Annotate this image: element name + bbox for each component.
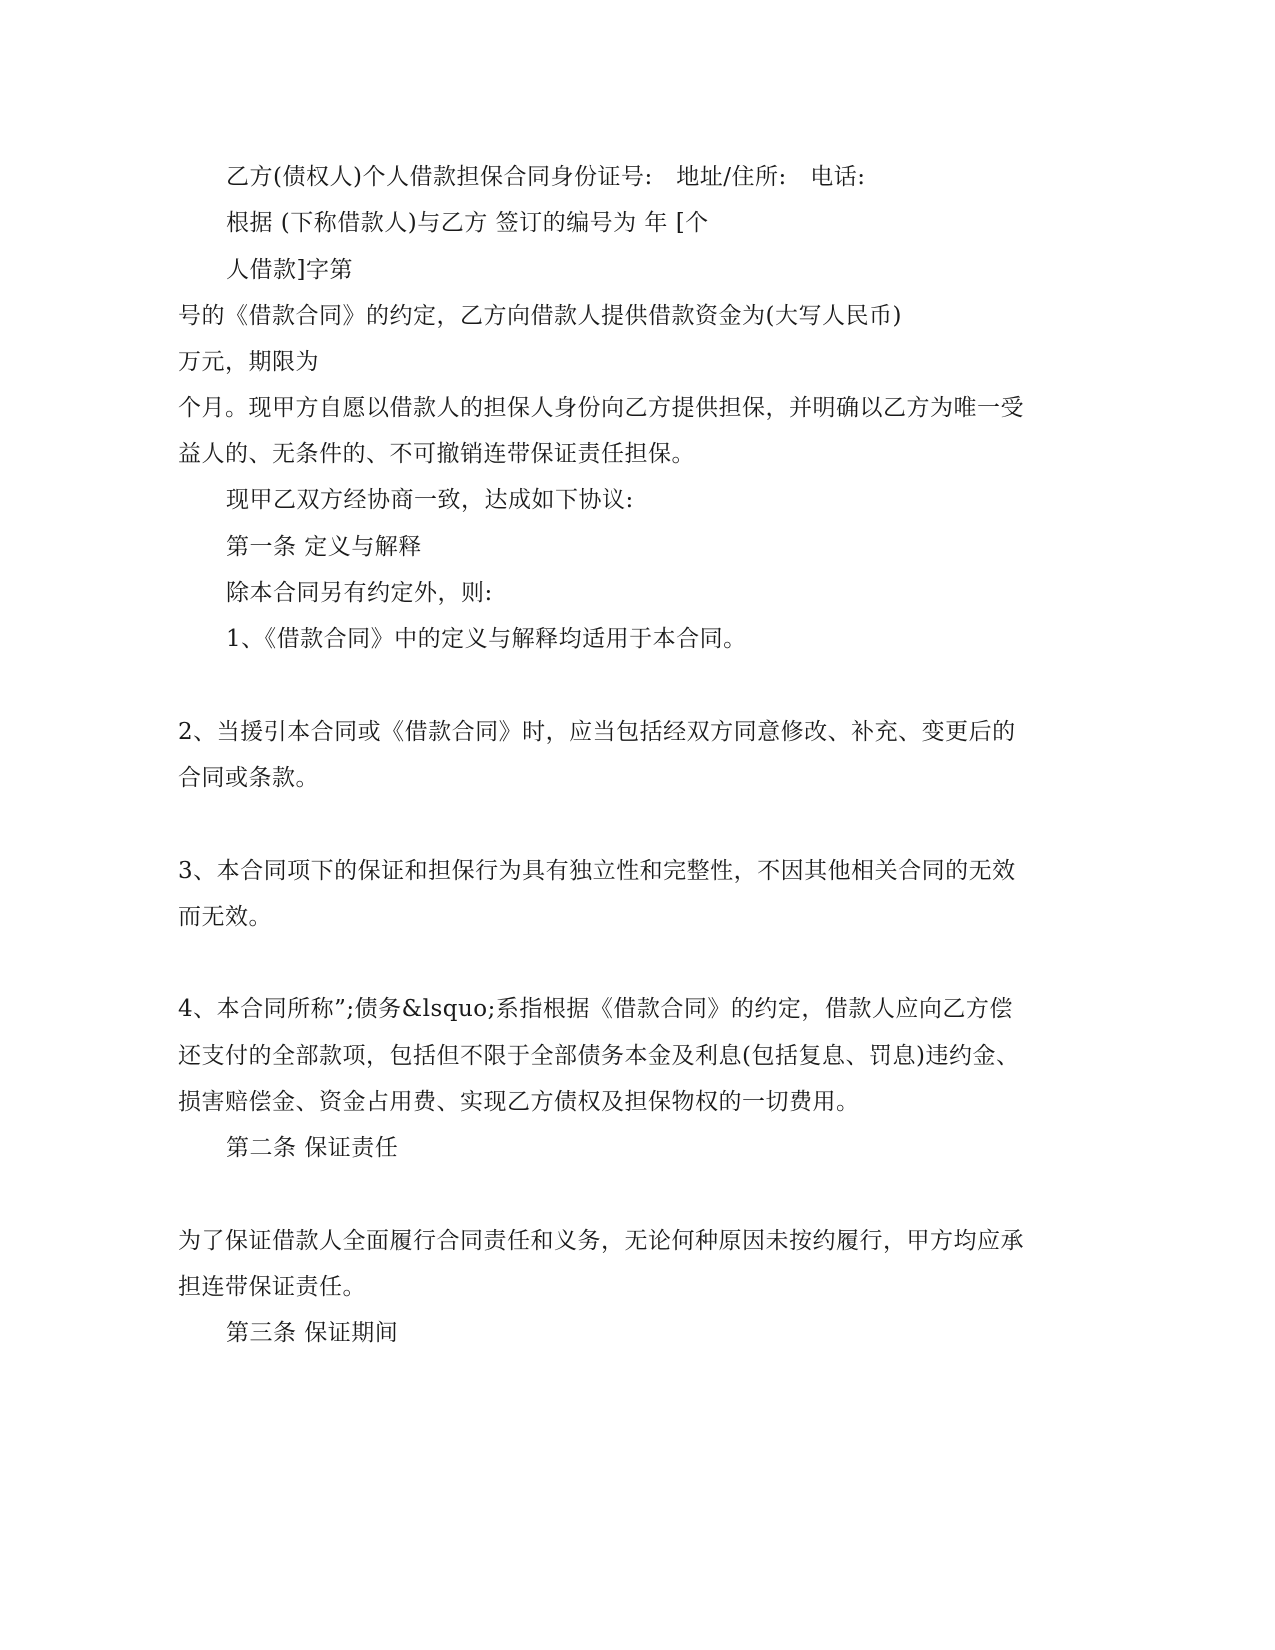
clause-4: 4、本合同所称”;债务&lsquo;系指根据《借款合同》的约定，借款人应向乙方偿 <box>178 996 1013 1022</box>
clause-4-continued-2: 损害赔偿金、资金占用费、实现乙方债权及担保物权的一切费用。 <box>178 1089 860 1115</box>
guarantee-statement-line: 个月。现甲方自愿以借款人的担保人身份向乙方提供担保，并明确以乙方为唯一受 <box>178 395 1024 421</box>
article-3-heading: 第三条 保证期间 <box>226 1320 399 1346</box>
basis-line-continued: 人借款]字第 <box>226 257 353 283</box>
clause-2: 2、当援引本合同或《借款合同》时，应当包括经双方同意修改、补充、变更后的 <box>178 719 1016 745</box>
party-b-info-line: 乙方(债权人)个人借款担保合同身份证号: 地址/住所: 电话: <box>226 164 866 190</box>
clause-1: 1、《借款合同》中的定义与解释均适用于本合同。 <box>226 626 747 652</box>
loan-contract-line: 号的《借款合同》的约定，乙方向借款人提供借款资金为(大写人民币) <box>178 303 902 329</box>
basis-line: 根据 (下称借款人)与乙方 签订的编号为 年 [个 <box>226 210 709 236</box>
article-2-body: 为了保证借款人全面履行合同责任和义务，无论何种原因未按约履行，甲方均应承 <box>178 1228 1024 1254</box>
article-2-body-continued: 担连带保证责任。 <box>178 1274 366 1300</box>
clause-3-continued: 而无效。 <box>178 904 272 930</box>
agreement-intro: 现甲乙双方经协商一致，达成如下协议: <box>226 487 634 513</box>
guarantee-statement-continued: 益人的、无条件的、不可撤销连带保证责任担保。 <box>178 441 695 467</box>
article-1-intro: 除本合同另有约定外，则: <box>226 580 493 606</box>
article-2-heading: 第二条 保证责任 <box>226 1135 399 1161</box>
clause-4-continued-1: 还支付的全部款项，包括但不限于全部债务本金及利息(包括复息、罚息)违约金、 <box>178 1043 1020 1069</box>
article-1-heading: 第一条 定义与解释 <box>226 534 422 560</box>
clause-3: 3、本合同项下的保证和担保行为具有独立性和完整性，不因其他相关合同的无效 <box>178 858 1016 884</box>
clause-2-continued: 合同或条款。 <box>178 765 319 791</box>
loan-amount-line: 万元，期限为 <box>178 349 319 375</box>
